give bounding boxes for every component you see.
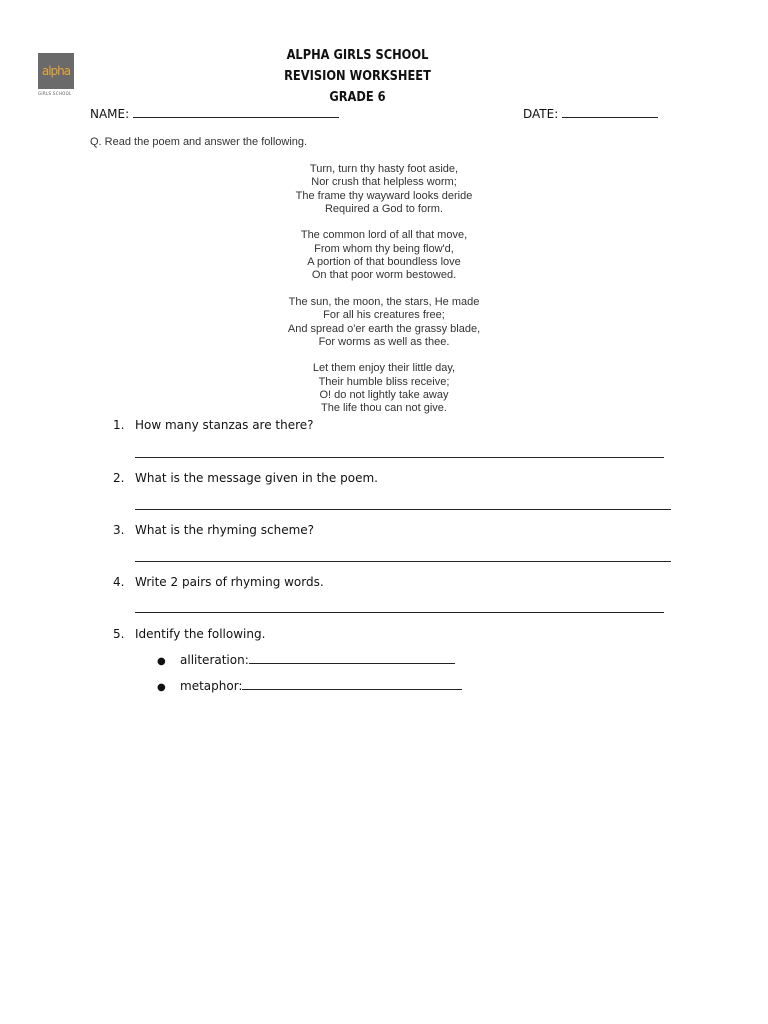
question-number: 2. <box>113 471 125 485</box>
name-label: NAME: <box>90 107 130 121</box>
grade-label: GRADE 6 <box>329 90 386 105</box>
question-text: Identify the following. <box>135 627 266 641</box>
logo-subtitle: GIRLS SCHOOL <box>38 91 72 96</box>
name-blank[interactable] <box>133 117 339 118</box>
poem-stanza <box>234 229 534 282</box>
logo-word: alpha <box>41 64 71 78</box>
poem-line: From whom thy being flow'd, <box>314 242 454 255</box>
poem-line: Nor crush that helpless worm; <box>311 176 457 189</box>
poem-line: O! do not lightly take away <box>319 389 449 402</box>
poem-stanza <box>234 296 534 349</box>
poem-line: Their humble bliss receive; <box>318 375 450 388</box>
date-label: DATE: <box>523 107 559 121</box>
question-number: 1. <box>113 418 125 432</box>
question-5 <box>113 627 265 641</box>
question-number: 5. <box>113 627 125 641</box>
identify-label: alliteration: <box>180 653 249 667</box>
date-field <box>523 107 658 121</box>
poem-line: A portion of that boundless love <box>307 256 461 269</box>
bullet-icon: ● <box>157 682 166 693</box>
instructions: Q. Read the poem and answer the following. <box>90 136 308 148</box>
poem <box>234 163 534 416</box>
name-field <box>90 107 339 121</box>
question-2 <box>113 471 378 485</box>
poem-line: For all his creatures free; <box>323 309 445 322</box>
identify-item-metaphor <box>157 679 462 693</box>
poem-line: And spread o'er earth the grassy blade, <box>287 322 481 335</box>
question-number: 3. <box>113 523 125 537</box>
metaphor-blank[interactable] <box>242 689 462 690</box>
answer-line-4[interactable] <box>135 612 664 613</box>
school-name: ALPHA GIRLS SCHOOL <box>286 48 429 63</box>
answer-line-3[interactable] <box>135 561 671 562</box>
question-3 <box>113 523 314 537</box>
identify-item-alliteration <box>157 653 455 667</box>
poem-line: For worms as well as thee. <box>318 335 450 348</box>
question-text: Write 2 pairs of rhyming words. <box>135 575 324 589</box>
poem-stanza <box>234 362 534 415</box>
worksheet-header <box>263 45 452 108</box>
poem-line: On that poor worm bestowed. <box>311 269 457 282</box>
poem-line: The common lord of all that move, <box>300 229 468 242</box>
question-text: How many stanzas are there? <box>135 418 314 432</box>
poem-line: Let them enjoy their little day, <box>312 362 456 375</box>
date-blank[interactable] <box>562 117 658 118</box>
poem-line: Required a God to form. <box>324 202 443 215</box>
identify-label: metaphor: <box>180 679 243 693</box>
school-logo <box>38 53 76 99</box>
poem-line: The frame thy wayward looks deride <box>295 189 473 202</box>
question-text: What is the rhyming scheme? <box>135 523 315 537</box>
poem-stanza <box>234 163 534 216</box>
poem-line: Turn, turn thy hasty foot aside, <box>309 163 459 175</box>
question-number: 4. <box>113 575 125 589</box>
question-4 <box>113 575 324 589</box>
question-1 <box>113 418 314 432</box>
poem-line: The sun, the moon, the stars, He made <box>288 295 480 308</box>
poem-line: The life thou can not give. <box>321 402 447 415</box>
logo-mark <box>38 53 74 89</box>
question-text: What is the message given in the poem. <box>135 471 378 485</box>
worksheet-title: REVISION WORKSHEET <box>284 69 431 84</box>
bullet-icon: ● <box>157 656 166 667</box>
answer-line-2[interactable] <box>135 509 671 510</box>
answer-line-1[interactable] <box>135 457 664 458</box>
alliteration-blank[interactable] <box>249 663 455 664</box>
